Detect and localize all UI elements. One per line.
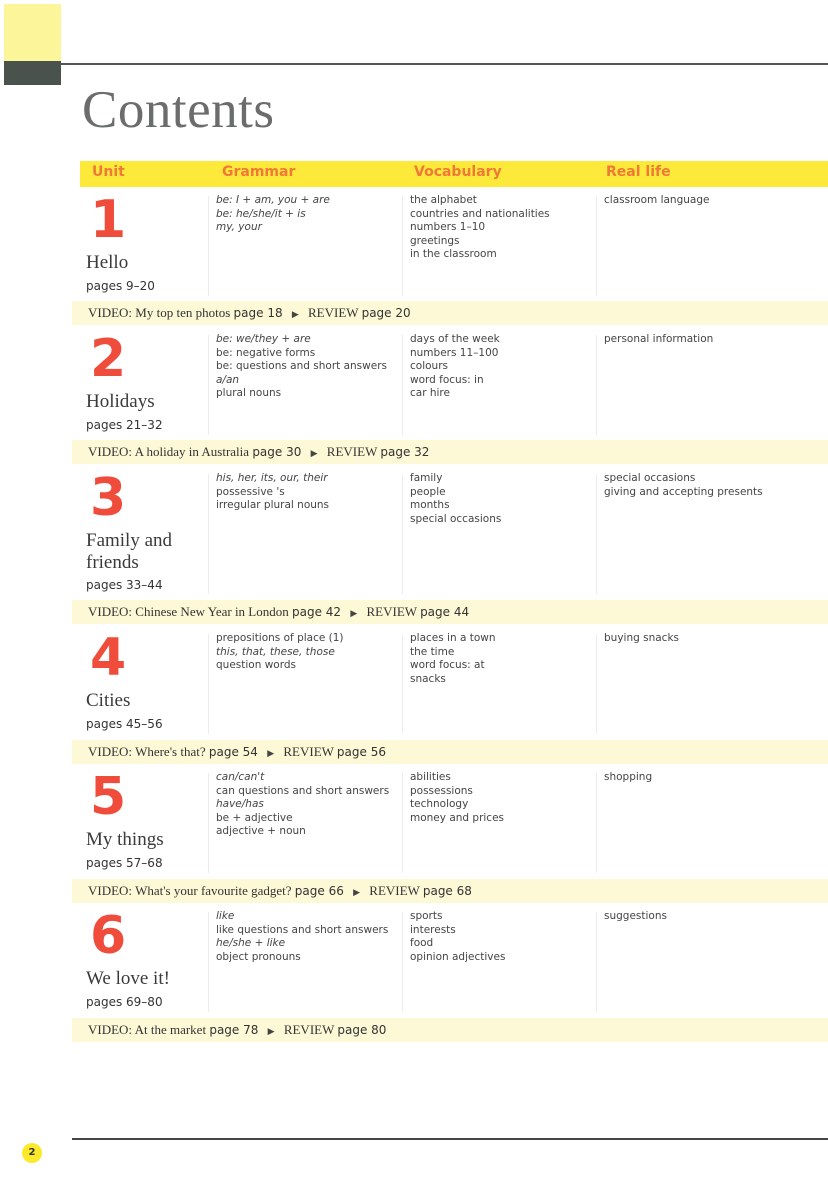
vocab-item: abilities bbox=[410, 771, 451, 783]
grammar-item: irregular plural nouns bbox=[216, 499, 330, 511]
page-title: Contents bbox=[82, 81, 275, 139]
vocab-item: food bbox=[410, 937, 434, 949]
real-life-list bbox=[604, 194, 709, 208]
grammar-item: be: I + am, you + are bbox=[216, 194, 330, 206]
video-title[interactable]: A holiday in Australia bbox=[134, 444, 250, 459]
real-life-list bbox=[604, 910, 667, 924]
column-divider bbox=[596, 773, 597, 873]
play-arrow-icon: ▶ bbox=[353, 887, 361, 897]
grammar-item: my, your bbox=[216, 221, 262, 233]
header-unit: Unit bbox=[92, 164, 125, 180]
video-title[interactable]: Chinese New Year in London bbox=[135, 604, 289, 619]
grammar-item: be: he/she/it + is bbox=[216, 207, 306, 220]
unit-row-2 bbox=[80, 331, 828, 439]
review-page[interactable]: page 80 bbox=[337, 1023, 387, 1037]
column-divider bbox=[208, 912, 209, 1012]
play-arrow-icon: ▶ bbox=[267, 748, 275, 758]
unit-number: 5 bbox=[90, 767, 127, 827]
column-divider bbox=[402, 912, 403, 1012]
unit-title: We love it! bbox=[86, 968, 170, 989]
grammar-item: like questions and short answers bbox=[216, 923, 389, 936]
vocab-item: money and prices bbox=[410, 811, 505, 824]
vocab-item: sports bbox=[410, 910, 443, 922]
grammar-item: question words bbox=[216, 659, 296, 671]
vocab-item: opinion adjectives bbox=[410, 950, 506, 963]
video-label: VIDEO: bbox=[88, 305, 133, 320]
review-page[interactable]: page 68 bbox=[422, 884, 472, 898]
grammar-list bbox=[216, 771, 389, 839]
video-review-band bbox=[72, 1018, 828, 1042]
vocabulary-list bbox=[410, 194, 550, 262]
vocab-item: family bbox=[410, 472, 443, 484]
vocab-item: possessions bbox=[410, 784, 473, 797]
unit-pages: pages 69–80 bbox=[86, 995, 163, 1009]
video-title[interactable]: What's your favourite gadget? bbox=[135, 883, 292, 898]
column-divider bbox=[402, 773, 403, 873]
header-real-life: Real life bbox=[606, 164, 671, 180]
unit-row-6 bbox=[80, 908, 828, 1016]
grammar-item: a/an bbox=[216, 373, 240, 386]
grammar-item: be: negative forms bbox=[216, 346, 316, 359]
vocab-item: colours bbox=[410, 360, 448, 372]
column-divider bbox=[402, 474, 403, 594]
grammar-item: like bbox=[216, 910, 235, 922]
play-arrow-icon: ▶ bbox=[310, 448, 318, 458]
video-page[interactable]: page 30 bbox=[252, 445, 302, 459]
column-divider bbox=[596, 196, 597, 296]
column-divider bbox=[596, 474, 597, 594]
review-page[interactable]: page 20 bbox=[361, 306, 411, 320]
vocab-item: places in a town bbox=[410, 632, 496, 644]
vocab-item: word focus: at bbox=[410, 659, 485, 671]
grammar-item: be: questions and short answers bbox=[216, 360, 387, 372]
real-life-item: giving and accepting presents bbox=[604, 485, 763, 498]
video-page[interactable]: page 18 bbox=[233, 306, 283, 320]
unit-row-5 bbox=[80, 769, 828, 877]
review-page[interactable]: page 44 bbox=[420, 605, 470, 619]
unit-pages: pages 45–56 bbox=[86, 717, 163, 731]
corner-yellow-block bbox=[4, 4, 61, 61]
play-arrow-icon: ▶ bbox=[350, 608, 358, 618]
video-review-band bbox=[72, 600, 828, 624]
vocab-item: people bbox=[410, 485, 446, 498]
unit-number: 2 bbox=[90, 329, 127, 389]
table-header bbox=[80, 161, 828, 187]
grammar-item: be: we/they + are bbox=[216, 333, 311, 345]
real-life-list bbox=[604, 333, 713, 347]
vocab-item: interests bbox=[410, 923, 456, 936]
grammar-item: can/can't bbox=[216, 771, 265, 783]
grammar-list bbox=[216, 194, 330, 235]
video-title[interactable]: At the market bbox=[134, 1022, 207, 1037]
video-title[interactable]: Where's that? bbox=[135, 744, 206, 759]
column-divider bbox=[208, 773, 209, 873]
real-life-item: shopping bbox=[604, 771, 653, 783]
column-divider bbox=[402, 634, 403, 734]
grammar-list bbox=[216, 472, 329, 513]
video-label: VIDEO: bbox=[88, 604, 133, 619]
vocabulary-list bbox=[410, 771, 504, 825]
vocab-item: technology bbox=[410, 798, 469, 810]
grammar-item: this, that, these, those bbox=[216, 645, 335, 658]
review-label: REVIEW bbox=[283, 1022, 335, 1037]
video-label: VIDEO: bbox=[88, 1022, 133, 1037]
unit-number: 6 bbox=[90, 906, 127, 966]
unit-title-line-1: Family and bbox=[86, 530, 173, 551]
unit-row-4 bbox=[80, 630, 828, 738]
review-label: REVIEW bbox=[366, 604, 417, 619]
video-review-band bbox=[72, 879, 828, 903]
grammar-item: he/she + like bbox=[216, 937, 286, 949]
play-arrow-icon: ▶ bbox=[267, 1026, 275, 1036]
video-label: VIDEO: bbox=[88, 883, 133, 898]
vocabulary-list bbox=[410, 632, 496, 686]
real-life-list bbox=[604, 771, 652, 785]
unit-row-1 bbox=[80, 192, 828, 300]
play-arrow-icon: ▶ bbox=[291, 309, 299, 319]
video-page[interactable]: page 42 bbox=[292, 605, 342, 619]
column-divider bbox=[208, 335, 209, 435]
vocab-item: special occasions bbox=[410, 512, 502, 525]
review-label: REVIEW bbox=[308, 305, 359, 320]
header-vocabulary: Vocabulary bbox=[414, 164, 502, 180]
vocab-item: word focus: in bbox=[410, 373, 484, 386]
video-label: VIDEO: bbox=[88, 444, 133, 459]
video-review-band bbox=[72, 301, 828, 325]
grammar-item: object pronouns bbox=[216, 950, 301, 963]
column-divider bbox=[208, 474, 209, 594]
grammar-item: adjective + noun bbox=[216, 825, 306, 837]
vocab-item: in the classroom bbox=[410, 248, 497, 260]
top-rule bbox=[61, 63, 828, 65]
grammar-item: prepositions of place (1) bbox=[216, 632, 344, 644]
corner-dark-block bbox=[4, 61, 61, 85]
grammar-list bbox=[216, 910, 388, 964]
header-grammar: Grammar bbox=[222, 164, 296, 180]
column-divider bbox=[402, 196, 403, 296]
vocabulary-list bbox=[410, 333, 500, 401]
vocabulary-list bbox=[410, 472, 501, 526]
review-page[interactable]: page 32 bbox=[380, 445, 430, 459]
unit-number: 3 bbox=[90, 468, 127, 528]
real-life-item: special occasions bbox=[604, 472, 696, 484]
unit-row-3 bbox=[80, 470, 828, 598]
video-label: VIDEO: bbox=[88, 744, 133, 759]
review-page[interactable]: page 56 bbox=[336, 745, 386, 759]
vocabulary-list bbox=[410, 910, 505, 964]
column-divider bbox=[596, 912, 597, 1012]
real-life-item: buying snacks bbox=[604, 632, 679, 644]
unit-pages: pages 33–44 bbox=[86, 578, 163, 592]
video-title[interactable]: My top ten photos bbox=[135, 305, 231, 320]
video-page[interactable]: page 54 bbox=[208, 745, 258, 759]
grammar-item: be + adjective bbox=[216, 811, 293, 824]
grammar-list bbox=[216, 632, 344, 673]
vocab-item: snacks bbox=[410, 672, 446, 685]
unit-title-line-2: friends bbox=[86, 552, 139, 573]
column-divider bbox=[208, 634, 209, 734]
unit-pages: pages 21–32 bbox=[86, 418, 163, 432]
vocab-item: the time bbox=[410, 645, 455, 658]
review-label: REVIEW bbox=[326, 444, 378, 459]
unit-title: Cities bbox=[86, 690, 131, 711]
vocab-item: greetings bbox=[410, 234, 460, 247]
grammar-list bbox=[216, 333, 387, 401]
video-review-band bbox=[72, 740, 828, 764]
vocab-item: car hire bbox=[410, 387, 450, 399]
review-label: REVIEW bbox=[283, 744, 334, 759]
unit-title: My things bbox=[86, 829, 164, 850]
grammar-item: his, her, its, our, their bbox=[216, 472, 328, 484]
real-life-item: classroom language bbox=[604, 194, 710, 206]
vocab-item: numbers 1–10 bbox=[410, 221, 486, 233]
video-page[interactable]: page 66 bbox=[294, 884, 344, 898]
real-life-list bbox=[604, 632, 679, 646]
real-life-item: personal information bbox=[604, 333, 714, 345]
unit-number: 4 bbox=[90, 628, 127, 688]
vocab-item: days of the week bbox=[410, 333, 500, 345]
review-label: REVIEW bbox=[369, 883, 420, 898]
vocab-item: countries and nationalities bbox=[410, 207, 550, 220]
video-review-band bbox=[72, 440, 828, 464]
unit-pages: pages 57–68 bbox=[86, 856, 163, 870]
vocab-item: the alphabet bbox=[410, 194, 477, 206]
grammar-item: can questions and short answers bbox=[216, 784, 390, 797]
column-divider bbox=[596, 335, 597, 435]
grammar-item: plural nouns bbox=[216, 387, 282, 399]
vocab-item: numbers 11–100 bbox=[410, 346, 499, 359]
real-life-list bbox=[604, 472, 763, 499]
page-number-badge: 2 bbox=[22, 1143, 42, 1163]
bottom-rule bbox=[72, 1138, 828, 1140]
grammar-item: have/has bbox=[216, 798, 264, 810]
video-page[interactable]: page 78 bbox=[209, 1023, 259, 1037]
real-life-item: suggestions bbox=[604, 910, 667, 922]
column-divider bbox=[208, 196, 209, 296]
grammar-item: possessive 's bbox=[216, 485, 285, 498]
unit-pages: pages 9–20 bbox=[86, 279, 155, 293]
unit-number: 1 bbox=[90, 190, 127, 250]
unit-title: Hello bbox=[86, 252, 129, 273]
unit-title: Holidays bbox=[86, 391, 155, 412]
column-divider bbox=[596, 634, 597, 734]
vocab-item: months bbox=[410, 499, 450, 511]
column-divider bbox=[402, 335, 403, 435]
